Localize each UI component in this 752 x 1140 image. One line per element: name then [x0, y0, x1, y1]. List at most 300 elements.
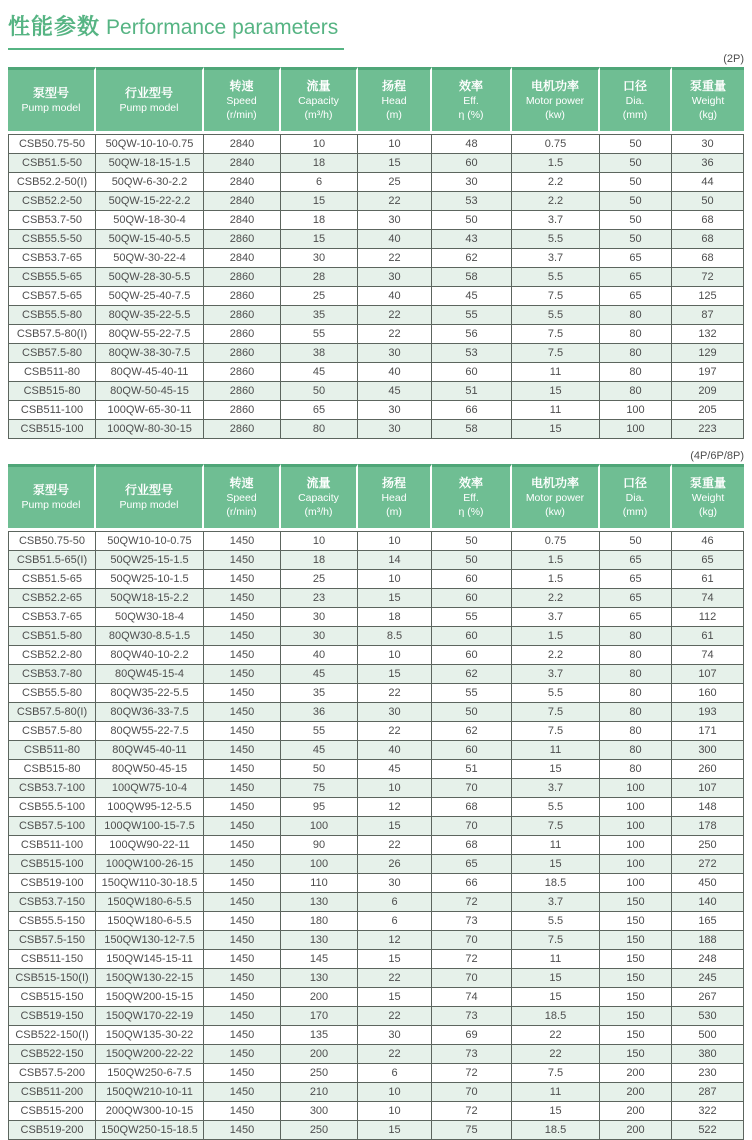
- cell: 50QW-25-40-7.5: [96, 287, 204, 306]
- cell: 62: [432, 249, 512, 268]
- cell: 3.7: [512, 249, 600, 268]
- cell: 45: [281, 741, 358, 760]
- cell: CSB511-80: [8, 363, 96, 382]
- cell: 40: [358, 230, 432, 249]
- cell: 15: [512, 382, 600, 401]
- cell: 22: [512, 1045, 600, 1064]
- cell: 10: [358, 1102, 432, 1121]
- cell: 40: [281, 646, 358, 665]
- cell: 80QW-50-45-15: [96, 382, 204, 401]
- cell: 150QW170-22-19: [96, 1007, 204, 1026]
- cell: 5.5: [512, 306, 600, 325]
- cell: 150QW130-12-7.5: [96, 931, 204, 950]
- cell: 1.5: [512, 551, 600, 570]
- cell: 22: [512, 1026, 600, 1045]
- cell: 1450: [204, 1045, 281, 1064]
- cell: 6: [358, 912, 432, 931]
- cell: 10: [358, 779, 432, 798]
- cell: 7.5: [512, 1064, 600, 1083]
- cell: 1450: [204, 608, 281, 627]
- cell: 130: [281, 931, 358, 950]
- cell: CSB522-150: [8, 1045, 96, 1064]
- cell: 25: [281, 570, 358, 589]
- cell: 65: [600, 287, 672, 306]
- cell: 45: [432, 287, 512, 306]
- cell: 55: [281, 325, 358, 344]
- table-row: [8, 874, 744, 893]
- cell: 2860: [204, 363, 281, 382]
- cell: 110: [281, 874, 358, 893]
- table-row: [8, 1045, 744, 1064]
- cell: 45: [358, 382, 432, 401]
- cell: CSB55.5-80: [8, 684, 96, 703]
- table-row: [8, 779, 744, 798]
- cell: 80: [600, 760, 672, 779]
- cell: 1450: [204, 1121, 281, 1140]
- cell: 55: [432, 608, 512, 627]
- cell: CSB51.5-50: [8, 154, 96, 173]
- cell: 1450: [204, 589, 281, 608]
- cell: CSB515-100: [8, 420, 96, 439]
- cell: 80QW55-22-7.5: [96, 722, 204, 741]
- cell: 72: [432, 1102, 512, 1121]
- cell: 150: [600, 912, 672, 931]
- column-header: 行业型号 Pump model: [96, 67, 204, 134]
- cell: 1450: [204, 798, 281, 817]
- cell: 200QW300-10-15: [96, 1102, 204, 1121]
- cell: 272: [672, 855, 744, 874]
- cell: 500: [672, 1026, 744, 1045]
- cell: 148: [672, 798, 744, 817]
- cell: 60: [432, 154, 512, 173]
- cell: 2840: [204, 173, 281, 192]
- table-row: [8, 287, 744, 306]
- cell: 80QW30-8.5-1.5: [96, 627, 204, 646]
- cell: 1450: [204, 722, 281, 741]
- table-row: [8, 306, 744, 325]
- cell: CSB52.2-65: [8, 589, 96, 608]
- table-row: [8, 1102, 744, 1121]
- cell: 1450: [204, 684, 281, 703]
- cell: 35: [281, 306, 358, 325]
- cell: 2860: [204, 268, 281, 287]
- cell: 18: [281, 154, 358, 173]
- performance-table-2p: [8, 67, 744, 439]
- cell: 322: [672, 1102, 744, 1121]
- cell: 50QW-10-10-0.75: [96, 134, 204, 154]
- table-row: [8, 1121, 744, 1140]
- cell: 18.5: [512, 874, 600, 893]
- cell: 3.7: [512, 893, 600, 912]
- cell: 50: [600, 192, 672, 211]
- cell: 300: [672, 741, 744, 760]
- cell: 70: [432, 969, 512, 988]
- table-tag: (2P): [723, 53, 744, 65]
- cell: 3.7: [512, 779, 600, 798]
- cell: 70: [432, 817, 512, 836]
- cell: 15: [512, 855, 600, 874]
- cell: 1450: [204, 893, 281, 912]
- cell: 1450: [204, 874, 281, 893]
- cell: 60: [432, 741, 512, 760]
- title-section: [0, 0, 752, 50]
- column-header: 泵型号 Pump model: [8, 464, 96, 531]
- cell: 15: [512, 1102, 600, 1121]
- cell: 170: [281, 1007, 358, 1026]
- cell: 50: [600, 154, 672, 173]
- cell: 80: [281, 420, 358, 439]
- cell: 15: [512, 760, 600, 779]
- cell: 40: [358, 287, 432, 306]
- table-row: [8, 703, 744, 722]
- cell: 3.7: [512, 665, 600, 684]
- cell: 150QW210-10-11: [96, 1083, 204, 1102]
- cell: 28: [281, 268, 358, 287]
- cell: 7.5: [512, 931, 600, 950]
- cell: 10: [358, 531, 432, 551]
- cell: 5.5: [512, 684, 600, 703]
- cell: 10: [358, 1083, 432, 1102]
- cell: 53: [432, 344, 512, 363]
- cell: 1.5: [512, 627, 600, 646]
- cell: 10: [281, 134, 358, 154]
- cell: 15: [358, 1121, 432, 1140]
- cell: 260: [672, 760, 744, 779]
- cell: 18.5: [512, 1007, 600, 1026]
- cell: 1450: [204, 627, 281, 646]
- cell: CSB515-100: [8, 855, 96, 874]
- cell: CSB511-200: [8, 1083, 96, 1102]
- cell: 2860: [204, 344, 281, 363]
- cell: 60: [432, 646, 512, 665]
- cell: CSB57.5-80(I): [8, 703, 96, 722]
- cell: 107: [672, 665, 744, 684]
- cell: 12: [358, 798, 432, 817]
- column-header: 效率 Eff. η (%): [432, 67, 512, 134]
- table-row: [8, 363, 744, 382]
- cell: CSB55.5-65: [8, 268, 96, 287]
- table-row: [8, 192, 744, 211]
- cell: 522: [672, 1121, 744, 1140]
- cell: 80: [600, 646, 672, 665]
- performance-table-4p6p8p: [8, 464, 744, 1140]
- cell: CSB519-150: [8, 1007, 96, 1026]
- table-row: [8, 988, 744, 1007]
- cell: CSB51.5-65: [8, 570, 96, 589]
- cell: 50: [281, 382, 358, 401]
- cell: 2860: [204, 230, 281, 249]
- cell: 30: [281, 608, 358, 627]
- cell: 1450: [204, 950, 281, 969]
- cell: CSB52.2-80: [8, 646, 96, 665]
- cell: CSB53.7-65: [8, 608, 96, 627]
- cell: CSB55.5-100: [8, 798, 96, 817]
- cell: 15: [358, 665, 432, 684]
- cell: 100: [600, 420, 672, 439]
- table-row: [8, 855, 744, 874]
- cell: 18: [358, 608, 432, 627]
- cell: 66: [432, 401, 512, 420]
- cell: 7.5: [512, 817, 600, 836]
- cell: 61: [672, 627, 744, 646]
- cell: 145: [281, 950, 358, 969]
- cell: 65: [600, 268, 672, 287]
- cell: 209: [672, 382, 744, 401]
- cell: 140: [672, 893, 744, 912]
- cell: CSB57.5-80: [8, 722, 96, 741]
- cell: 287: [672, 1083, 744, 1102]
- cell: 65: [600, 551, 672, 570]
- cell: 10: [358, 134, 432, 154]
- cell: 60: [432, 589, 512, 608]
- table-row: [8, 969, 744, 988]
- cell: 250: [281, 1121, 358, 1140]
- cell: 200: [600, 1064, 672, 1083]
- cell: 46: [672, 531, 744, 551]
- cell: 1450: [204, 760, 281, 779]
- cell: 18: [281, 551, 358, 570]
- cell: 30: [432, 173, 512, 192]
- table-row: [8, 173, 744, 192]
- cell: CSB53.7-80: [8, 665, 96, 684]
- cell: 65: [672, 551, 744, 570]
- column-header: 流量 Capacity (m³/h): [281, 464, 358, 531]
- cell: 38: [281, 344, 358, 363]
- cell: 18.5: [512, 1121, 600, 1140]
- cell: 60: [432, 570, 512, 589]
- table-row: [8, 950, 744, 969]
- table-row: [8, 551, 744, 570]
- cell: 178: [672, 817, 744, 836]
- cell: 22: [358, 249, 432, 268]
- cell: CSB50.75-50: [8, 134, 96, 154]
- cell: 18: [281, 211, 358, 230]
- cell: 150QW145-15-11: [96, 950, 204, 969]
- cell: 68: [672, 230, 744, 249]
- cell: 250: [672, 836, 744, 855]
- cell: 50: [432, 703, 512, 722]
- cell: 15: [512, 420, 600, 439]
- cell: 1450: [204, 779, 281, 798]
- cell: 80QW40-10-2.2: [96, 646, 204, 665]
- table-row: [8, 268, 744, 287]
- cell: 50: [432, 531, 512, 551]
- cell: 100: [281, 817, 358, 836]
- cell: 15: [358, 154, 432, 173]
- cell: 150QW180-6-5.5: [96, 893, 204, 912]
- cell: 80: [600, 665, 672, 684]
- column-header: 电机功率 Motor power (kw): [512, 464, 600, 531]
- cell: 90: [281, 836, 358, 855]
- cell: 30: [281, 249, 358, 268]
- cell: 45: [281, 665, 358, 684]
- cell: 65: [600, 249, 672, 268]
- cell: 2860: [204, 401, 281, 420]
- cell: 100QW-65-30-11: [96, 401, 204, 420]
- column-header: 电机功率 Motor power (kw): [512, 67, 600, 134]
- cell: 7.5: [512, 287, 600, 306]
- cell: 74: [672, 589, 744, 608]
- cell: 75: [432, 1121, 512, 1140]
- cell: 200: [600, 1083, 672, 1102]
- cell: 193: [672, 703, 744, 722]
- cell: 50: [672, 192, 744, 211]
- cell: 45: [281, 363, 358, 382]
- table-row: [8, 646, 744, 665]
- cell: 61: [672, 570, 744, 589]
- cell: 23: [281, 589, 358, 608]
- cell: 30: [358, 420, 432, 439]
- cell: 250: [281, 1064, 358, 1083]
- table-row: [8, 665, 744, 684]
- cell: 150QW130-22-15: [96, 969, 204, 988]
- table-row: [8, 344, 744, 363]
- cell: 5.5: [512, 798, 600, 817]
- cell: 11: [512, 363, 600, 382]
- cell: 1450: [204, 912, 281, 931]
- cell: 30: [672, 134, 744, 154]
- cell: 150: [600, 988, 672, 1007]
- cell: 100: [600, 779, 672, 798]
- cell: 75: [281, 779, 358, 798]
- cell: 50QW30-18-4: [96, 608, 204, 627]
- page-title: [8, 10, 344, 50]
- cell: 200: [600, 1102, 672, 1121]
- cell: 80: [600, 627, 672, 646]
- cell: CSB53.7-65: [8, 249, 96, 268]
- cell: 68: [432, 798, 512, 817]
- cell: 22: [358, 1045, 432, 1064]
- cell: 65: [600, 570, 672, 589]
- column-header: 口径 Dia. (mm): [600, 464, 672, 531]
- cell: 68: [672, 211, 744, 230]
- cell: 22: [358, 325, 432, 344]
- table-row: [8, 420, 744, 439]
- column-header: 效率 Eff. η (%): [432, 464, 512, 531]
- cell: 130: [281, 969, 358, 988]
- cell: 45: [358, 760, 432, 779]
- cell: 72: [432, 1064, 512, 1083]
- cell: 100: [600, 401, 672, 420]
- cell: 1450: [204, 1026, 281, 1045]
- cell: 248: [672, 950, 744, 969]
- cell: 125: [672, 287, 744, 306]
- cell: CSB511-150: [8, 950, 96, 969]
- cell: 1450: [204, 646, 281, 665]
- cell: 100QW75-10-4: [96, 779, 204, 798]
- cell: 62: [432, 722, 512, 741]
- cell: 14: [358, 551, 432, 570]
- cell: 180: [281, 912, 358, 931]
- table-row: [8, 325, 744, 344]
- cell: 50: [600, 230, 672, 249]
- cell: 1450: [204, 931, 281, 950]
- cell: CSB515-80: [8, 382, 96, 401]
- cell: 150QW110-30-18.5: [96, 874, 204, 893]
- cell: 150: [600, 950, 672, 969]
- cell: 65: [281, 401, 358, 420]
- cell: 50QW25-10-1.5: [96, 570, 204, 589]
- cell: 30: [358, 401, 432, 420]
- table-row: [8, 1007, 744, 1026]
- cell: 55: [432, 306, 512, 325]
- cell: 80: [600, 344, 672, 363]
- cell: 150: [600, 893, 672, 912]
- cell: 73: [432, 1007, 512, 1026]
- cell: CSB52.2-50(I): [8, 173, 96, 192]
- cell: 70: [432, 1083, 512, 1102]
- cell: 3.7: [512, 211, 600, 230]
- table-row: [8, 570, 744, 589]
- cell: 5.5: [512, 268, 600, 287]
- table-row: [8, 154, 744, 173]
- cell: CSB53.7-100: [8, 779, 96, 798]
- cell: 1450: [204, 969, 281, 988]
- cell: CSB511-100: [8, 836, 96, 855]
- cell: 68: [432, 836, 512, 855]
- cell: 100: [600, 798, 672, 817]
- cell: 132: [672, 325, 744, 344]
- cell: 107: [672, 779, 744, 798]
- cell: 80: [600, 722, 672, 741]
- cell: 188: [672, 931, 744, 950]
- cell: 150QW250-15-18.5: [96, 1121, 204, 1140]
- cell: 130: [281, 893, 358, 912]
- cell: 100: [600, 874, 672, 893]
- cell: 0.75: [512, 134, 600, 154]
- cell: 100: [600, 817, 672, 836]
- cell: 80: [600, 382, 672, 401]
- cell: 22: [358, 836, 432, 855]
- cell: 80: [600, 741, 672, 760]
- cell: 53: [432, 192, 512, 211]
- cell: 380: [672, 1045, 744, 1064]
- cell: 50: [600, 173, 672, 192]
- cell: 100: [600, 836, 672, 855]
- cell: 530: [672, 1007, 744, 1026]
- cell: 80QW-35-22-5.5: [96, 306, 204, 325]
- cell: 1450: [204, 1064, 281, 1083]
- cell: 1450: [204, 551, 281, 570]
- cell: 66: [432, 874, 512, 893]
- table-row: [8, 382, 744, 401]
- table-row: [8, 912, 744, 931]
- cell: 65: [600, 589, 672, 608]
- cell: 165: [672, 912, 744, 931]
- cell: 22: [358, 192, 432, 211]
- cell: 15: [281, 192, 358, 211]
- cell: CSB53.7-150: [8, 893, 96, 912]
- cell: 3.7: [512, 608, 600, 627]
- cell: 100QW-80-30-15: [96, 420, 204, 439]
- cell: 72: [432, 950, 512, 969]
- cell: 80QW36-33-7.5: [96, 703, 204, 722]
- cell: 48: [432, 134, 512, 154]
- table-row: [8, 741, 744, 760]
- cell: 87: [672, 306, 744, 325]
- cell: 15: [358, 589, 432, 608]
- table-row: [8, 798, 744, 817]
- cell: 171: [672, 722, 744, 741]
- cell: 50QW-15-22-2.2: [96, 192, 204, 211]
- cell: 210: [281, 1083, 358, 1102]
- cell: 450: [672, 874, 744, 893]
- cell: CSB51.5-65(I): [8, 551, 96, 570]
- cell: 70: [432, 931, 512, 950]
- cell: 6: [358, 893, 432, 912]
- cell: 56: [432, 325, 512, 344]
- cell: 30: [358, 703, 432, 722]
